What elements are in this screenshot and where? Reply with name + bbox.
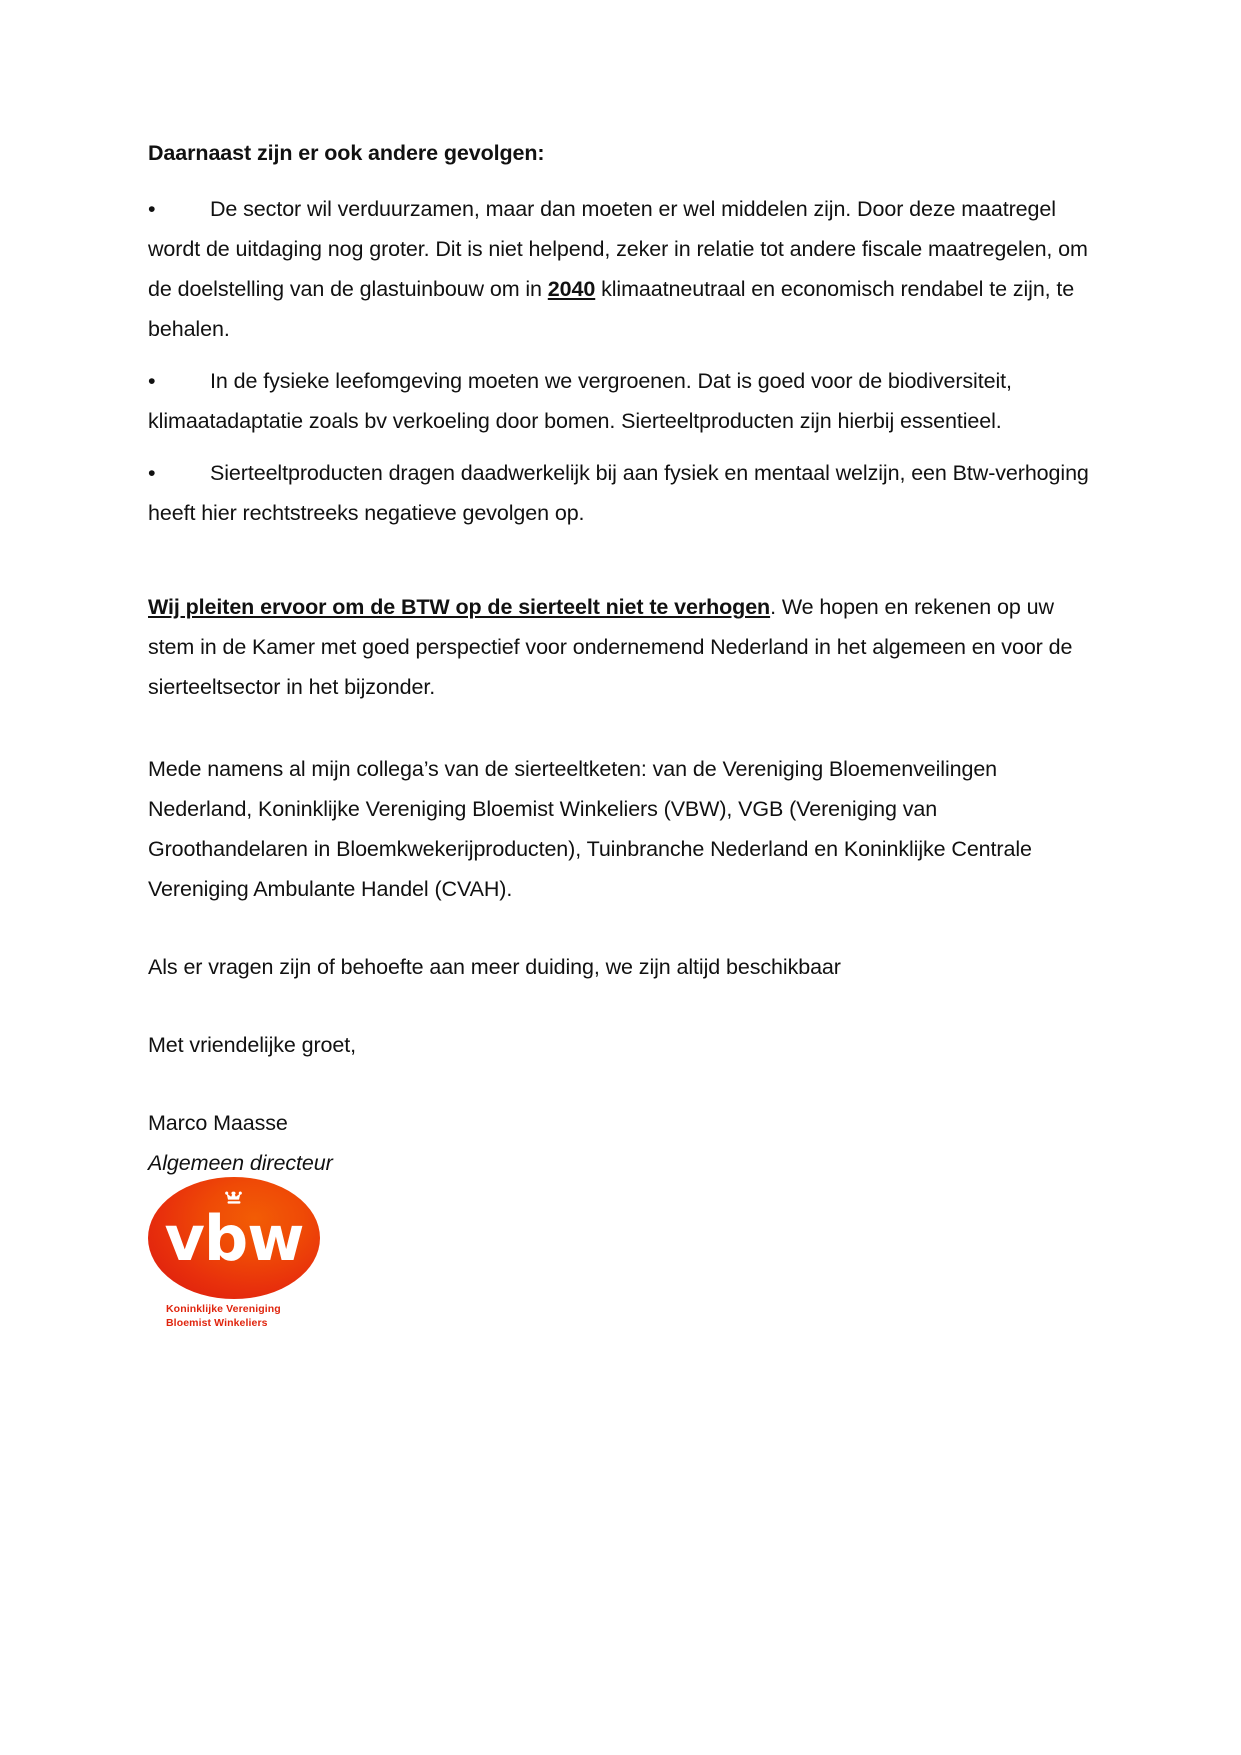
bullet-marker-icon: • <box>148 197 156 221</box>
spacer <box>148 909 1092 947</box>
spacer <box>148 987 1092 1025</box>
bullet-3-text: Sierteeltproducten dragen daadwerkelijk bij aan fysiek en mentaal welzijn, een Btw-verhoging heeft hier rechtstreeks negatieve gevolgen op. <box>148 461 1089 525</box>
signature-name: Marco Maasse <box>148 1111 288 1135</box>
vbw-logo <box>148 1177 320 1342</box>
bullet-marker-icon: • <box>148 369 156 393</box>
bullet-2-text: In de fysieke leefomgeving moeten we vergroenen. Dat is goed voor de biodiversiteit, klimaatadaptatie zoals bv verkoeling door bomen. Sierteeltproducten zijn hierbij essentieel. <box>148 369 1012 433</box>
signature-role: Algemeen directeur <box>148 1151 333 1175</box>
bullet-1-text-after: klimaatneutraal en economisch rendabel te zijn, te behalen. <box>148 277 1075 341</box>
closing-line: Met vriendelijke groet, <box>148 1033 357 1057</box>
logo-wordmark: vbw <box>164 1202 304 1275</box>
bullet-item-3 <box>148 453 1092 533</box>
logo-subtitle-line1: Koninklijke Vereniging <box>166 1303 281 1315</box>
logo-subtitle <box>166 1303 326 1330</box>
bullet-item-2 <box>148 361 1092 441</box>
spacer <box>148 707 1092 749</box>
plea-paragraph <box>148 587 1092 707</box>
letter-body <box>148 133 1092 1183</box>
bullet-1-text-before: De sector wil verduurzamen, maar dan moeten er wel middelen zijn. Door deze maatregel wordt de uitdaging nog groter. Dit is niet helpend, zeker in relatie tot andere fiscale maatregelen, om de doelstelling van de glastuinbouw om in <box>148 197 1088 301</box>
bullet-marker-icon: • <box>148 461 156 485</box>
spacer <box>148 545 1092 587</box>
plea-rest: . We hopen en rekenen op uw stem in de Kamer met goed perspectief voor ondernemend Nederland in het algemeen en voor de sierteeltsector in het bijzonder. <box>148 595 1073 699</box>
questions-paragraph: Als er vragen zijn of behoefte aan meer duiding, we zijn altijd beschikbaar <box>148 955 841 979</box>
spacer <box>148 1065 1092 1103</box>
logo-subtitle-line2: Bloemist Winkeliers <box>166 1316 268 1329</box>
bullet-item-1 <box>148 189 1092 349</box>
plea-emphasis: Wij pleiten ervoor om de BTW op de sierteelt niet te verhogen <box>148 595 771 619</box>
colleagues-paragraph: Mede namens al mijn collega’s van de sierteeltketen: van de Vereniging Bloemenveilingen Nederland, Koninklijke Vereniging Bloemist Winkeliers (VBW), VGB (Vereniging van Groothandelaren in Bloemkwekerijproducten), Tuinbranche Nederland en Koninklijke Centrale Vereniging Ambulante Handel (CVAH). <box>148 757 1032 901</box>
bullet-1-emphasis-year: 2040 <box>547 277 596 301</box>
section-heading: Daarnaast zijn er ook andere gevolgen: <box>148 141 545 165</box>
